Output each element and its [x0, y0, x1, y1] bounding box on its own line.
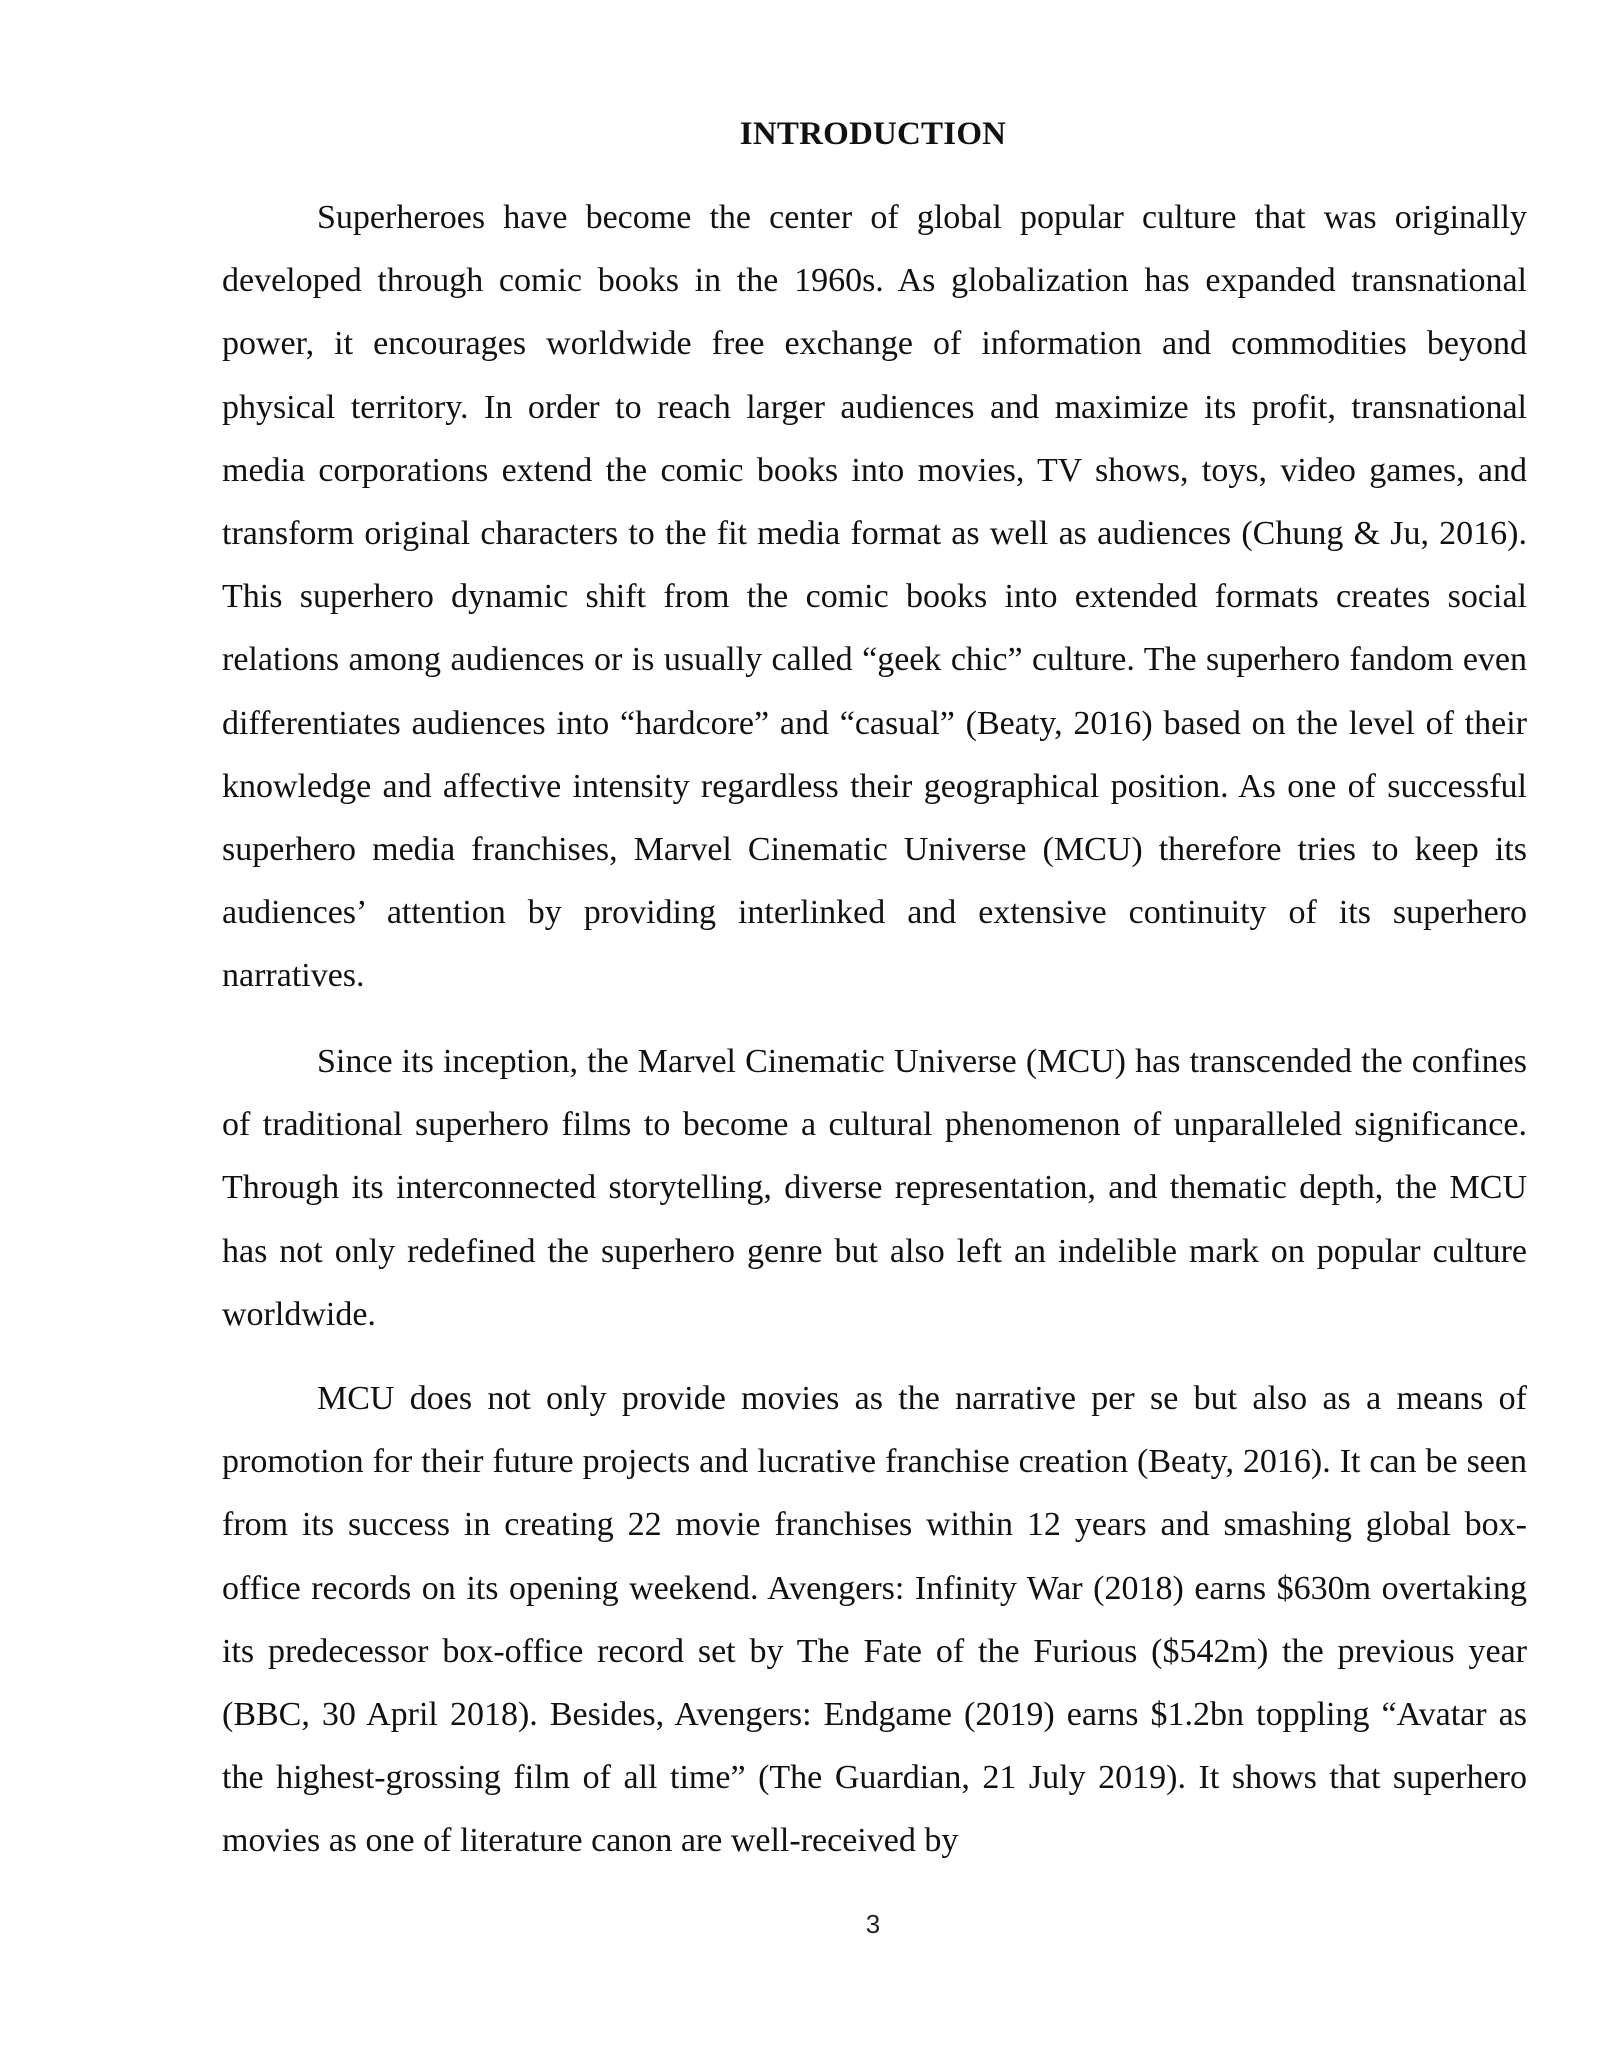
paragraph-2: Since its inception, the Marvel Cinematic Universe (MCU) has transcended the confines of traditional superhero films to become a cultural phenomenon of unparalleled significance. Through its interconnected storytelling, diverse representation, and thematic depth, the MCU has not only redefined the superhero genre but also left an indelible mark on popular culture worldwide.: [222, 1043, 1527, 1333]
paragraph-1: Superheroes have become the center of global popular culture that was originally developed through comic books in the 1960s. As globalization has expanded transnational power, it encourages worldwide free exchange of information and commodities beyond physical territory. In order to reach larger audiences and maximize its profit, transnational media corporations extend the comic books into movies, TV shows, toys, video games, and transform original characters to the fit media format as well as audiences (Chung & Ju, 2016). This superhero dynamic shift from the comic books into extended formats creates social relations among audiences or is usually called “geek chic” culture. The superhero fandom even differentiates audiences into “hardcore” and “casual” (Beaty, 2016) based on the level of their knowledge and affective intensity regardless their geographical position. As one of successful superhero media franchises, Marvel Cinematic Universe (MCU) therefore tries to keep its audiences’ attention by providing interlinked and extensive continuity of its superhero narratives.: [222, 199, 1527, 995]
section-heading: INTRODUCTION: [739, 116, 1007, 152]
paragraph-3: MCU does not only provide movies as the narrative per se but also as a means of promotion for their future projects and lucrative franchise creation (Beaty, 2016). It can be seen from its success in creating 22 movie franchises within 12 years and smashing global box-office records on its opening weekend. Avengers: Infinity War (2018) earns $630m overtaking its predecessor box-office record set by The Fate of the Furious ($542m) the previous year (BBC, 30 April 2018). Besides, Avengers: Endgame (2019) earns $1.2bn toppling “Avatar as the highest-grossing film of all time” (The Guardian, 21 July 2019). It shows that superhero movies as one of literature canon are well-received by: [222, 1380, 1527, 1860]
page-number: 3: [865, 1909, 881, 1939]
